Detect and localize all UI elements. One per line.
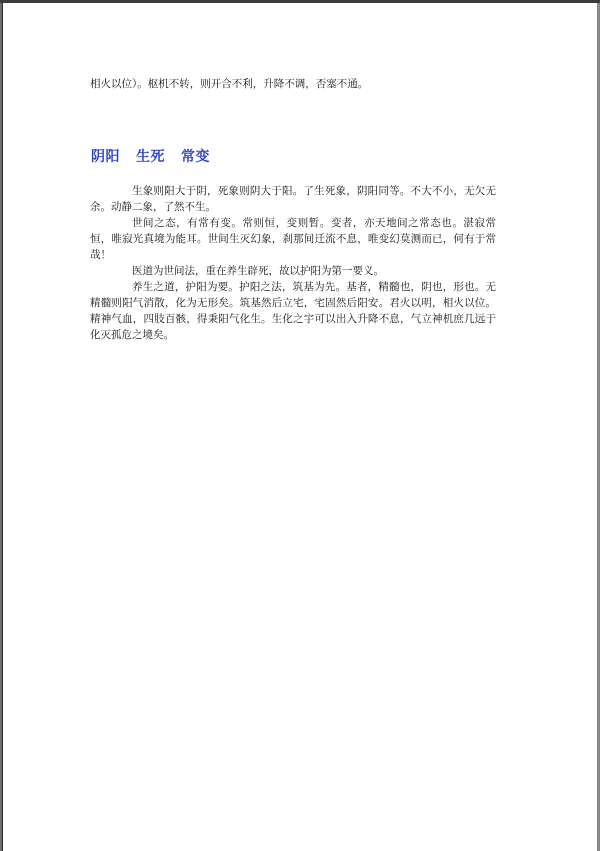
section-title-part-1: 阴阳 (91, 149, 120, 165)
document-page (2, 3, 597, 851)
section-title (91, 146, 226, 166)
paragraph: 生象则阳大于阴，死象则阴大于阳。了生死象，阴阳同等。不大不小，无欠无余。动静二象，了然不生。 (90, 185, 496, 213)
section-title-part-2: 生死 (136, 149, 165, 165)
carry-over-text: 相火以位）。枢机不转，则开合不利，升降不调，否塞不通。 (90, 78, 369, 90)
section-body (90, 183, 496, 343)
paragraph: 医道为世间法，重在养生辟死，故以护阳为第一要义。 (132, 265, 384, 277)
paragraph: 世间之态，有常有变。常则恒，变则暂。变者，亦天地间之常态也。湛寂常恒，唯寂光真境为能耳。世间生灭幻象，刹那间迁流不息，唯变幻莫测而已，何有于常哉！ (90, 217, 496, 261)
section-title-part-3: 常变 (181, 149, 210, 165)
paragraph: 养生之道，护阳为要。护阳之法，筑基为先。基者，精髓也，阴也，形也。无精髓则阳气消散，化为无形矣。筑基然后立宅，宅固然后阳安。君火以明，相火以位。精神气血，四肢百骸，得秉阳气化生。生化之宇可以出入升降不息，气立神机庶几远于化灭孤危之境矣。 (90, 281, 496, 341)
